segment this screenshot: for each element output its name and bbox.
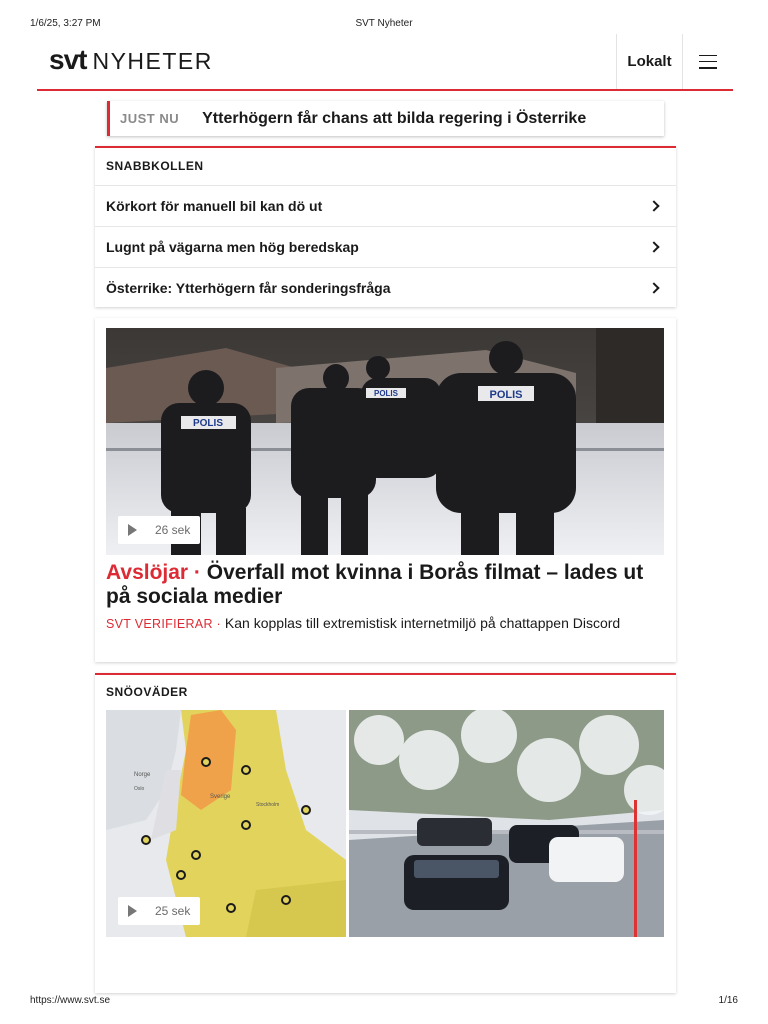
list-item[interactable] [95, 267, 676, 308]
list-item-label: Körkort för manuell bil kan dö ut [106, 198, 323, 214]
chevron-right-icon [648, 200, 659, 211]
list-item[interactable] [95, 185, 676, 226]
chevron-right-icon [648, 282, 659, 293]
snabbkollen-list [95, 185, 676, 308]
polis-label: POLIS [192, 418, 224, 429]
list-item-label: Österrike: Ytterhögern får sonderingsfråga [106, 280, 391, 296]
headline-vignette: Avslöjar · [106, 561, 201, 584]
play-icon [128, 905, 137, 917]
snabbkollen-section [95, 146, 676, 307]
print-title: SVT Nyheter [355, 18, 413, 29]
list-item[interactable] [95, 226, 676, 267]
snabbkollen-title: SNABBKOLLEN [106, 159, 204, 173]
snooovader-title: SNÖOVÄDER [106, 685, 188, 699]
svt-nyheter-logo[interactable] [49, 44, 213, 76]
just-nu-headline: Ytterhögern får chans att bilda regering i Österrike [202, 109, 587, 127]
snowy-road-illustration [349, 710, 664, 937]
play-icon [128, 524, 137, 536]
weather-warning-map-image[interactable] [106, 710, 346, 937]
polis-label: POLIS [489, 389, 523, 401]
logo-nyheter: NYHETER [92, 48, 213, 74]
police-officers-image[interactable] [106, 328, 664, 555]
map-label: Oslo [134, 786, 145, 792]
logo-svt: svt [49, 44, 87, 75]
map-label: Sverige [210, 794, 231, 800]
just-nu-banner[interactable] [107, 101, 664, 136]
video-duration-badge[interactable] [118, 516, 200, 544]
map-label: Stockholm [256, 802, 280, 808]
map-label: Norge [134, 772, 151, 778]
site-header [37, 34, 733, 91]
hamburger-menu-icon [699, 55, 717, 69]
article-subline [106, 615, 646, 633]
video-duration-badge[interactable] [118, 897, 200, 925]
video-duration: 26 sek [155, 523, 191, 537]
menu-button[interactable] [683, 34, 733, 89]
subline-text: Kan kopplas till extremistisk internetmiljö på chattappen Discord [224, 615, 621, 631]
subline-tag: SVT VERIFIERAR · [106, 617, 222, 631]
snooovader-section [95, 673, 676, 993]
polis-label: POLIS [373, 389, 399, 398]
video-duration: 25 sek [155, 904, 191, 918]
lokalt-button[interactable]: Lokalt [616, 34, 683, 89]
print-page-number: 1/16 [718, 995, 738, 1006]
print-date: 1/6/25, 3:27 PM [30, 18, 101, 29]
main-article-card[interactable] [95, 318, 676, 662]
article-headline[interactable] [106, 561, 666, 609]
just-nu-tag: JUST NU [120, 111, 180, 126]
print-url: https://www.svt.se [30, 995, 111, 1006]
headline-text: Överfall mot kvinna i Borås filmat – lades ut på sociala medier [106, 561, 644, 608]
list-item-label: Lugnt på vägarna men hög beredskap [106, 239, 359, 255]
snowy-road-image[interactable] [349, 710, 664, 937]
chevron-right-icon [648, 241, 659, 252]
